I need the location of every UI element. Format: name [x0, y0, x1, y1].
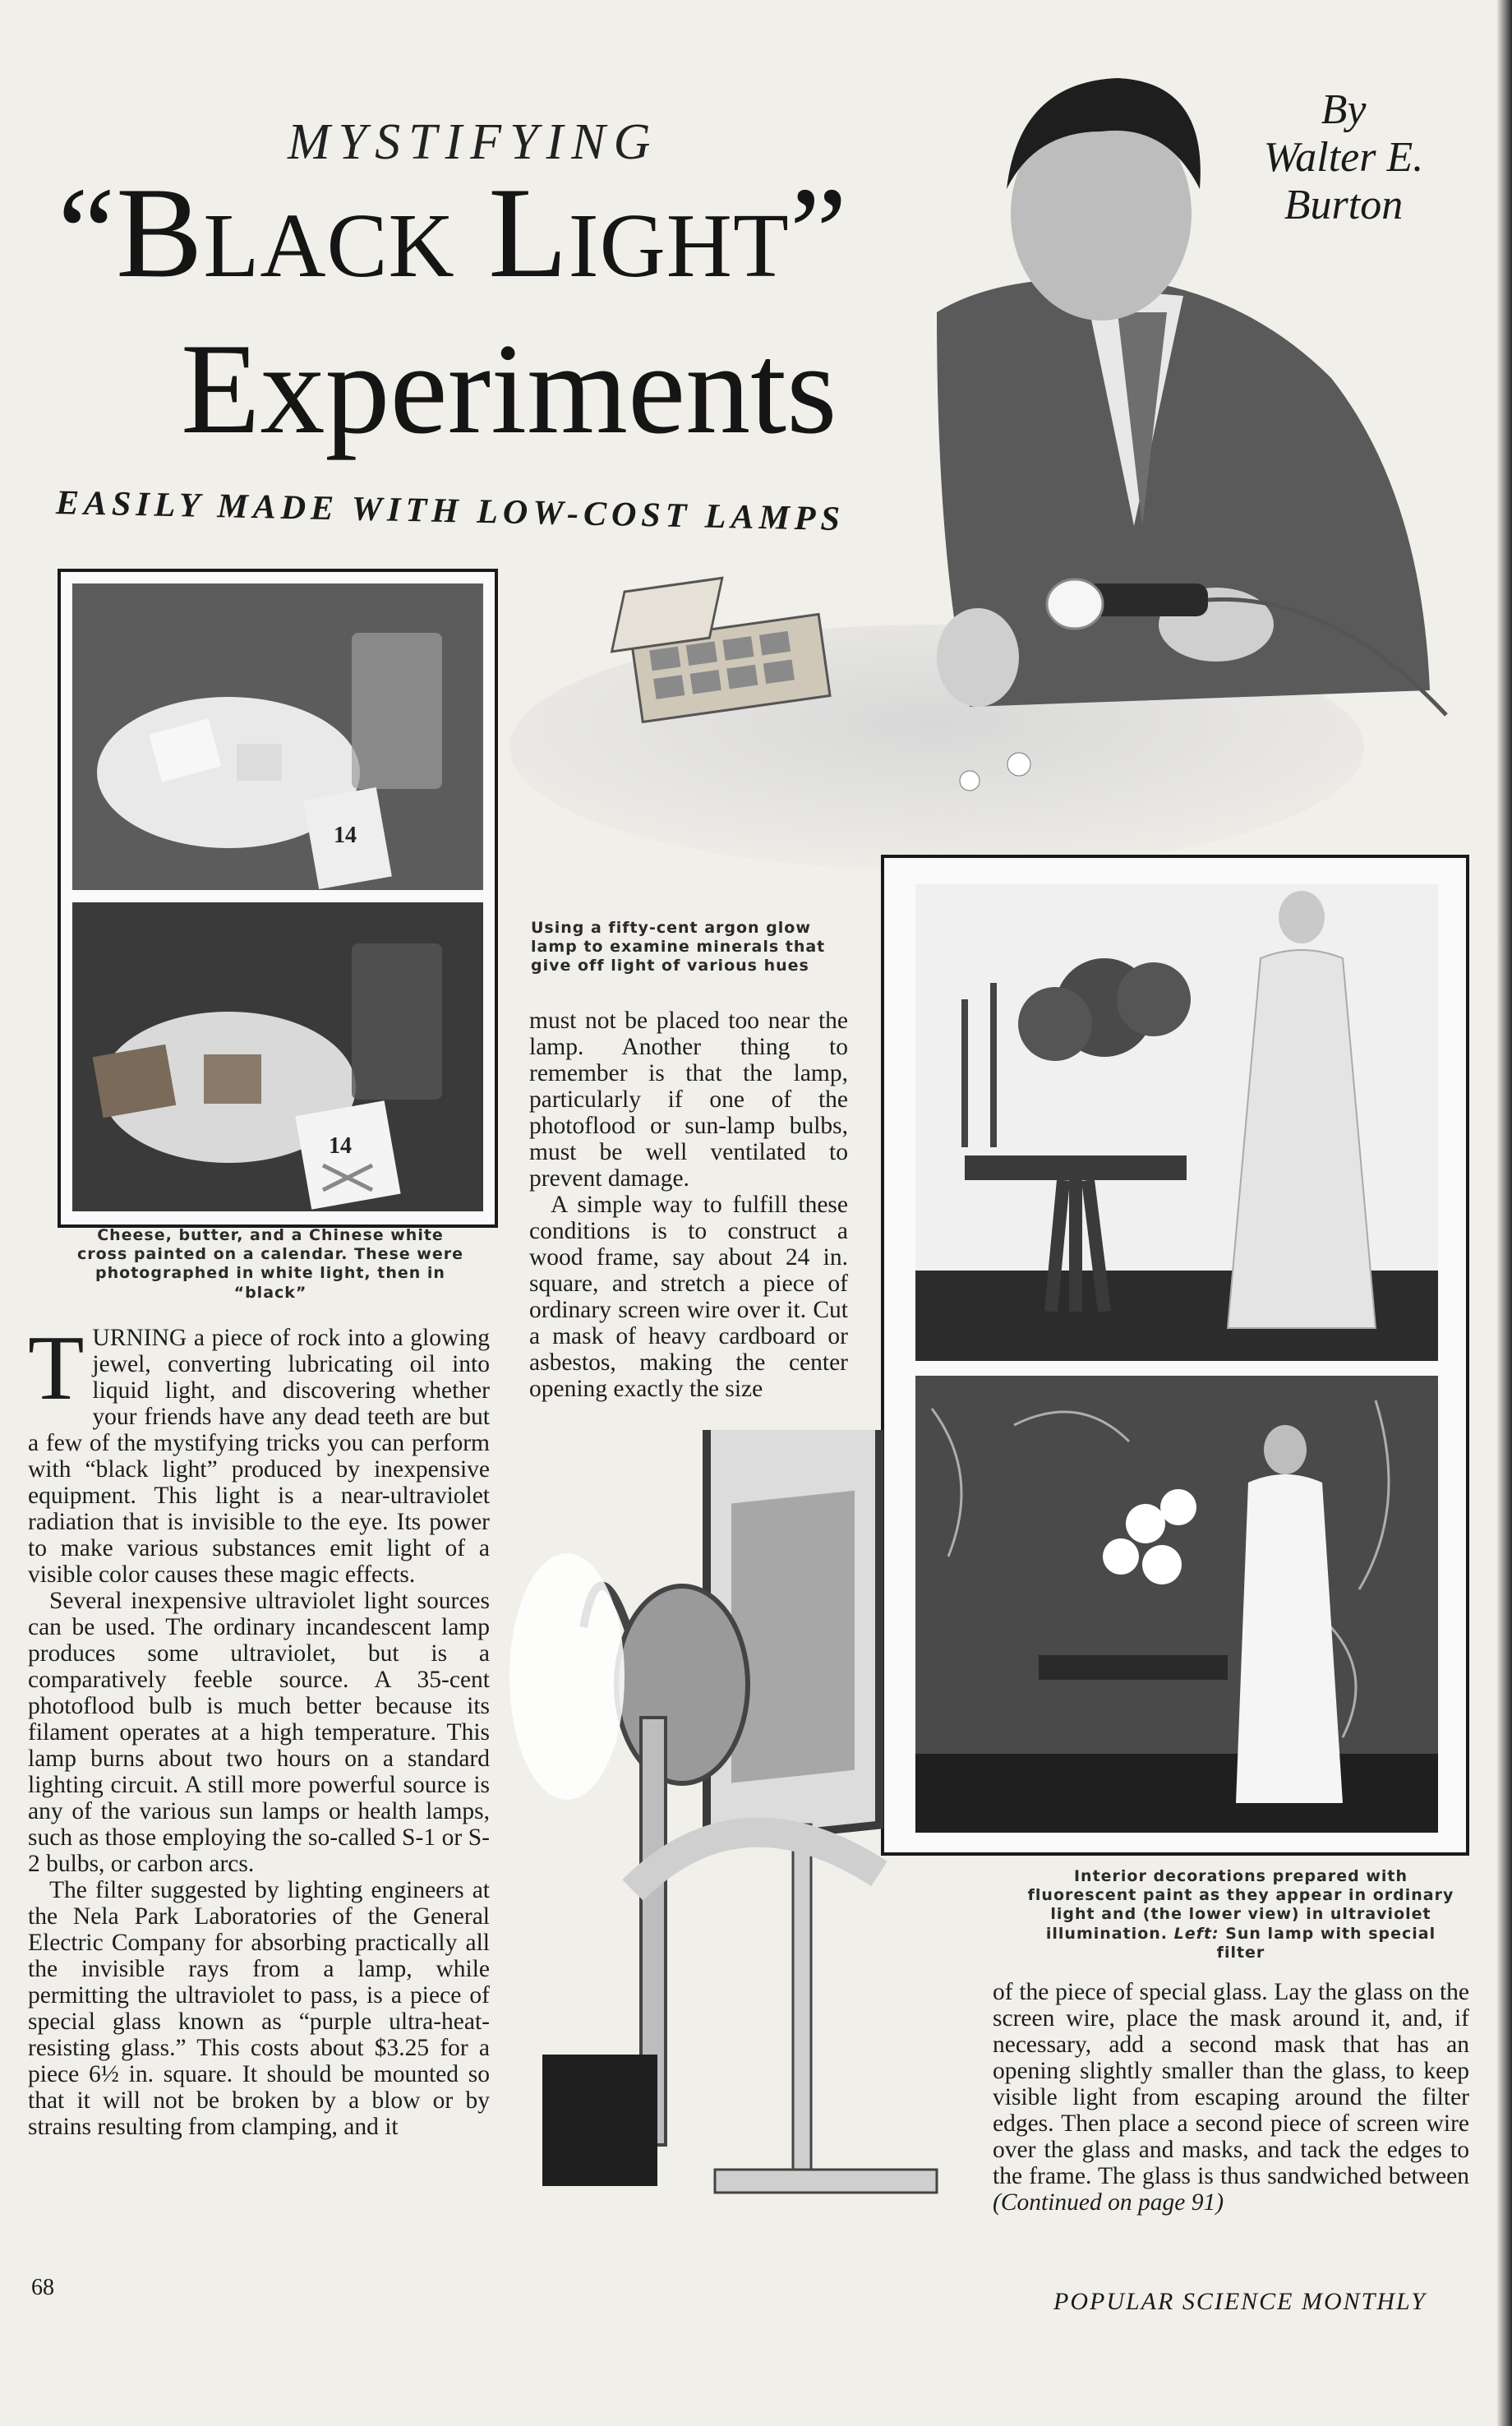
- byline-by: By: [1321, 86, 1367, 133]
- byline-first-name: Walter E.: [1263, 134, 1424, 182]
- photo-frame-white-vs-black-light: [58, 569, 498, 1228]
- article-paragraph-1: [28, 1317, 490, 1588]
- byline-last-name: Burton: [1284, 182, 1404, 229]
- article-middle-paragraph-2: A simple way to fulfill these conditions is to construct a wood frame, say about 24 in. square, and stretch a piece of ordinary screen wire over it. Cut a mask of heavy cardboard or asbestos, making the center opening exactly the size: [529, 1192, 848, 1402]
- headline-title-line1: “Black Light”: [58, 161, 848, 305]
- continued-on-link[interactable]: (Continued on page 91): [993, 2189, 1224, 2216]
- photo-black-light: [72, 902, 483, 1211]
- photo-ultraviolet-light: [915, 1376, 1438, 1833]
- article-paragraph-2: Several inexpensive ultraviolet light sources can be used. The ordinary incandescent lamp produces some ultraviolet, but is a comparatively feeble source. A 35-cent photoflood bulb is much better because its filament operates at a high temperature. This lamp burns about two hours on a standard lighting circuit. A still more powerful source is any of the various sun lamps or health lamps, such as those employing the so-called S-1 or S-2 bulbs, or carbon arcs.: [28, 1588, 490, 1877]
- headline-subtitle: EASILY MADE WITH LOW-COST LAMPS: [55, 484, 846, 539]
- photo-sun-lamp-with-filter: [493, 1430, 953, 2244]
- article-column-right: [993, 1979, 1469, 2216]
- photo-frame-fluorescent-paint: [881, 855, 1469, 1856]
- page-number: 68: [31, 2275, 54, 2300]
- photo-white-light: [72, 583, 483, 890]
- article-column-left: [28, 1317, 490, 2140]
- article-paragraph-3: The filter suggested by lighting engineers at the Nela Park Laboratories of the General Electric Company for absorbing practically all the invisible rays from a lamp, while permitting the ultraviolet to pass, is a piece of special glass known as “purple ultra-heat-resisting glass.” This costs about $3.25 for a piece 6½ in. square. It should be mounted so that it will not be broken by a blow or by strains resulting from clamping, and it: [28, 1877, 490, 2140]
- calendar-label-top: 14: [334, 823, 357, 848]
- headline-title-line2: Experiments: [181, 317, 837, 461]
- headline-kicker: MYSTIFYING: [288, 114, 659, 170]
- article-paragraph-1-text: URNING a piece of rock into a glowing jewel, converting lubricating oil into liquid light, and discovering whether your friends have any dead teeth are but a few of the mystifying tricks you can perform with “black light” produced by inexpensive equipment. This light is a near-ultraviolet radiation that is invisible to the eye. Its power to make various substances emit light of a visible color causes these magic effects.: [28, 1325, 490, 1588]
- caption-sun-lamp: Sun lamp with special filter: [1216, 1924, 1436, 1962]
- photo-ordinary-light: [915, 884, 1438, 1361]
- article-middle-paragraph-1: must not be placed too near the lamp. Another thing to remember is that the lamp, particularly if one of the photoflood or sun-lamp bulbs, must be well ventilated to prevent damage.: [529, 1008, 848, 1192]
- article-right-text: of the piece of special glass. Lay the glass on the screen wire, place the mask around it, and, if necessary, add a second mask that has an opening slightly smaller than the glass, to keep visible light from escaping around the filter edges. Then place a second piece of screen wire over the glass and masks, and tack the edges to the frame. The glass is thus sandwiched between: [993, 1979, 1469, 2189]
- caption-fluorescent-main: Interior decorations prepared with fluorescent paint as they appear in ordinary light and (the lower view) in ultraviolet illumination.: [1027, 1867, 1454, 1943]
- caption-left-label: Left:: [1173, 1924, 1219, 1943]
- article-right-paragraph: [993, 1979, 1469, 2216]
- hero-photo-man-with-lamp: [509, 66, 1471, 896]
- page-edge-shadow: [1497, 0, 1512, 2426]
- caption-fluorescent-paint: [1027, 1867, 1454, 1962]
- caption-white-vs-black-light: Cheese, butter, and a Chinese white cross painted on a calendar. These were photographed in white light, then in “black”: [77, 1226, 463, 1302]
- magazine-title-footer: POPULAR SCIENCE MONTHLY: [1053, 2288, 1427, 2315]
- article-column-middle: [529, 1008, 848, 1402]
- calendar-label-bottom: 14: [329, 1133, 352, 1159]
- caption-argon-glow-lamp: Using a fifty-cent argon glow lamp to examine minerals that give off light of various hues: [531, 919, 826, 975]
- article-dropcap: T: [28, 1317, 85, 1419]
